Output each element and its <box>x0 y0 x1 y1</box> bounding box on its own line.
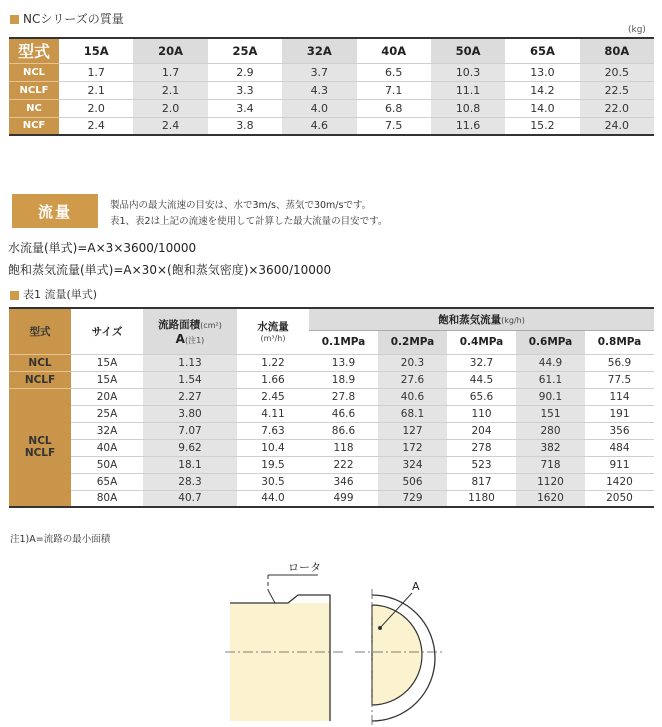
table-row: 25A 3.80 4.11 46.6 68.1 110 151 191 <box>9 405 654 422</box>
steam-flow-formula: 飽和蒸気流量(単式)=A×30×(飽和蒸気密度)×3600/10000 <box>8 263 332 277</box>
table-row: 40A 9.62 10.4 118 172 278 382 484 <box>9 439 654 456</box>
header-pressure: 0.2MPa <box>378 330 447 354</box>
table-row: 65A 28.3 30.5 346 506 817 1120 1420 <box>9 473 654 490</box>
water-flow-formula: 水流量(単式)=A×3×3600/10000 <box>8 241 197 255</box>
header-size: 40A <box>357 38 431 63</box>
rotor-leader-line <box>268 590 275 603</box>
square-bullet-icon <box>10 15 19 24</box>
flow-area-region <box>372 605 422 705</box>
square-bullet-icon <box>10 291 19 300</box>
header-pressure: 0.4MPa <box>447 330 516 354</box>
flow-section-badge: 流量 <box>12 194 98 228</box>
header-area: 流路面積(cm²) A(注1) <box>143 308 237 354</box>
flow-area-diagram <box>0 545 662 727</box>
footnote: 注1)A=流路の最小面積 <box>10 534 111 545</box>
header-pressure: 0.6MPa <box>516 330 585 354</box>
table-row: NCLF 15A 1.54 1.66 18.9 27.6 44.5 61.1 77.5 <box>9 371 654 388</box>
group-model-cell: NCL NCLF <box>9 388 71 507</box>
table-row: 50A 18.1 19.5 222 324 523 718 911 <box>9 456 654 473</box>
mass-table <box>9 37 654 136</box>
header-steam: 飽和蒸気流量(kg/h) <box>309 308 654 330</box>
flow-description-2: 表1、表2は上記の流速を使用して計算した最大流量の目安です。 <box>110 216 388 227</box>
header-size: 80A <box>580 38 654 63</box>
header-model: 型式 <box>9 38 59 63</box>
header-pressure: 0.8MPa <box>585 330 654 354</box>
table-row: 32A 7.07 7.63 86.6 127 204 280 356 <box>9 422 654 439</box>
header-size: 65A <box>505 38 579 63</box>
rotor-body <box>230 603 330 721</box>
header-water: 水流量 (m³/h) <box>237 308 309 354</box>
unit-label: (kg) <box>628 25 646 35</box>
area-label: A <box>412 580 420 593</box>
table-row: NCLF 2.1 2.1 3.3 4.3 7.1 11.1 14.2 22.5 <box>9 81 654 99</box>
table-row: 80A 40.7 44.0 499 729 1180 1620 2050 <box>9 490 654 507</box>
flow-description-1: 製品内の最大流速の目安は、水で3m/s、蒸気で30m/sです。 <box>110 200 372 211</box>
header-size: 25A <box>208 38 282 63</box>
header-size: 15A <box>59 38 133 63</box>
table-row: NCL 1.7 1.7 2.9 3.7 6.5 10.3 13.0 20.5 <box>9 63 654 81</box>
header-pressure: 0.1MPa <box>309 330 378 354</box>
rotor-label: ロータ <box>288 561 321 574</box>
header-size: 50A <box>431 38 505 63</box>
table-row: NCL 15A 1.13 1.22 13.9 20.3 32.7 44.9 56.9 <box>9 354 654 371</box>
section-title-mass: NCシリーズの質量 <box>10 10 124 27</box>
header-size: 32A <box>282 38 356 63</box>
table-row: NCF 2.4 2.4 3.8 4.6 7.5 11.6 15.2 24.0 <box>9 117 654 135</box>
table-row: NCL NCLF 20A 2.27 2.45 27.8 40.6 65.6 90.1 114 <box>9 388 654 405</box>
header-model: 型式 <box>9 308 71 354</box>
flow-table <box>9 307 654 508</box>
table1-title: 表1 流量(単式) <box>10 286 97 302</box>
header-size: サイズ <box>71 308 143 354</box>
header-size: 20A <box>133 38 207 63</box>
table-row: NC 2.0 2.0 3.4 4.0 6.8 10.8 14.0 22.0 <box>9 99 654 117</box>
